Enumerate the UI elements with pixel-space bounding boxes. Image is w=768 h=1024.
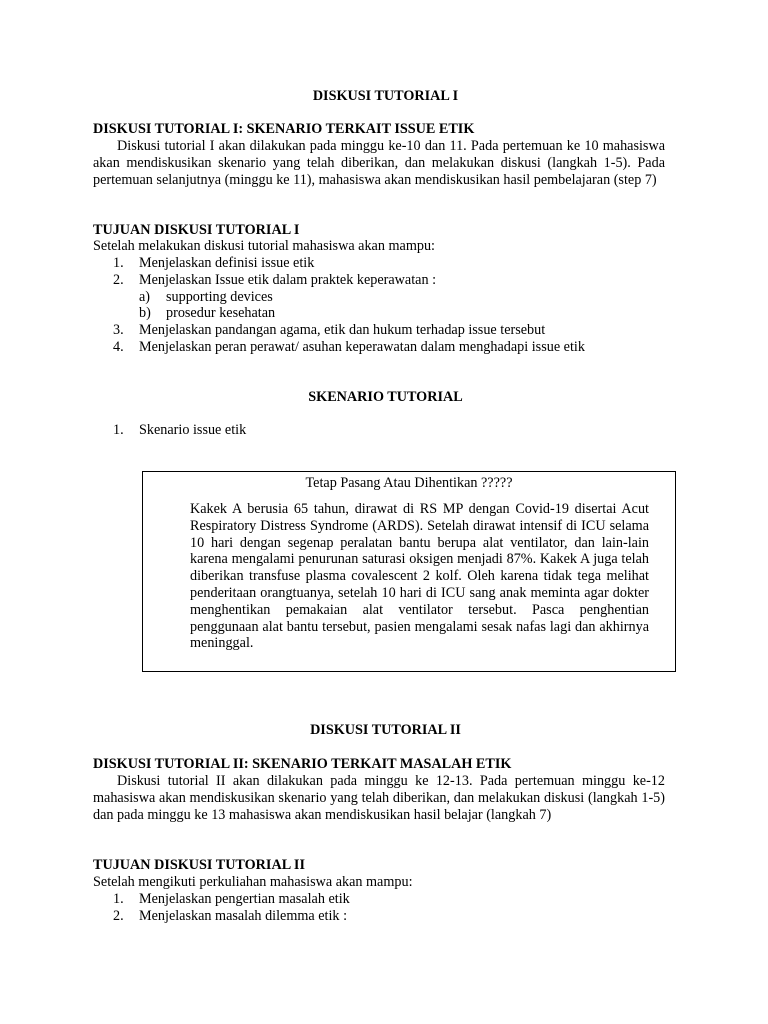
list-item-number: 1. bbox=[113, 891, 124, 907]
list-item-number: 4. bbox=[113, 338, 124, 355]
scenario-box-title: Tetap Pasang Atau Dihentikan ????? bbox=[305, 475, 513, 491]
list-item-text: supporting devices bbox=[166, 288, 273, 305]
list-item-number: 2. bbox=[113, 907, 124, 924]
list-item-text: Menjelaskan masalah dilemma etik : bbox=[139, 907, 348, 924]
section1-objectives-heading: TUJUAN DISKUSI TUTORIAL I bbox=[93, 222, 300, 238]
section1-paragraph-text: Diskusi tutorial I akan dilakukan pada minggu ke-10 dan 11. Pada pertemuan ke 10 mahasiswa akan mendiskusikan skenario yang telah diberikan, dan melakukan diskusi (langkah 1-5). Pada pertemuan selanjutnya (minggu ke 11), mahasiswa akan mendiskusikan hasil pembelajaran (step 7) bbox=[93, 138, 665, 188]
section1-objectives-intro: Setelah melakukan diskusi tutorial mahasiswa akan mampu: bbox=[93, 238, 435, 254]
section2-objectives-intro: Setelah mengikuti perkuliahan mahasiswa akan mampu: bbox=[93, 874, 413, 890]
scenario-title: SKENARIO TUTORIAL bbox=[308, 389, 463, 405]
section1-title: DISKUSI TUTORIAL I bbox=[312, 88, 459, 104]
list-item-text: Menjelaskan Issue etik dalam praktek keperawatan : bbox=[139, 271, 437, 288]
list-item-number: 3. bbox=[113, 322, 124, 339]
list-item-text: prosedur kesehatan bbox=[166, 305, 276, 322]
section2-title: DISKUSI TUTORIAL II bbox=[310, 722, 461, 738]
list-item-text: Menjelaskan peran perawat/ asuhan keperawatan dalam menghadapi issue etik bbox=[139, 338, 585, 355]
section2-paragraph bbox=[93, 773, 665, 823]
list-item-text: Skenario issue etik bbox=[139, 422, 247, 438]
scenario-box bbox=[142, 471, 676, 672]
section1-paragraph bbox=[93, 138, 665, 188]
list-item-text: Menjelaskan pandangan agama, etik dan hukum terhadap issue tersebut bbox=[139, 322, 546, 339]
section1-heading: DISKUSI TUTORIAL I: SKENARIO TERKAIT ISSUE ETIK bbox=[93, 121, 475, 137]
scenario-box-body: Kakek A berusia 65 tahun, dirawat di RS MP dengan Covid-19 disertai Acut Respiratory Distress Syndrome (ARDS). Setelah dirawat intensif di ICU selama 10 hari dengan segenap peralatan bantu berupa alat ventilator, dan lain-lain karena mengalami penurunan saturasi oksigen menjadi 87%. Kakek A juga telah diberikan transfuse plasma covalescent 2 kolf. Oleh karena tidak tega melihat penderitaan orangtuanya, setelah 10 hari di ICU sang anak meminta agar dokter menghentikan pemakaian alat ventilator tersebut. Pasca penghentian penggunaan alat bantu tersebut, pasien mengalami sesak nafas lagi dan akhirnya meninggal. bbox=[190, 501, 649, 652]
list-item-number: 1. bbox=[113, 255, 124, 271]
list-item-number: 1. bbox=[113, 422, 124, 438]
section2-paragraph-text: Diskusi tutorial II akan dilakukan pada minggu ke 12-13. Pada pertemuan minggu ke-12 mahasiswa akan mendiskusikan skenario yang telah diberikan, dan melakukan diskusi (langkah 1-5) dan pada minggu ke 13 mahasiswa akan mendiskusikan hasil belajar (langkah 7) bbox=[93, 773, 665, 823]
list-item-text: Menjelaskan pengertian masalah etik bbox=[139, 891, 350, 907]
list-item-number: a) bbox=[139, 288, 151, 305]
section2-objectives-heading: TUJUAN DISKUSI TUTORIAL II bbox=[93, 857, 305, 873]
section2-heading: DISKUSI TUTORIAL II: SKENARIO TERKAIT MASALAH ETIK bbox=[93, 756, 512, 772]
list-item-number: b) bbox=[139, 305, 151, 322]
list-item-text: Menjelaskan definisi issue etik bbox=[139, 255, 315, 271]
list-item-number: 2. bbox=[113, 271, 124, 288]
